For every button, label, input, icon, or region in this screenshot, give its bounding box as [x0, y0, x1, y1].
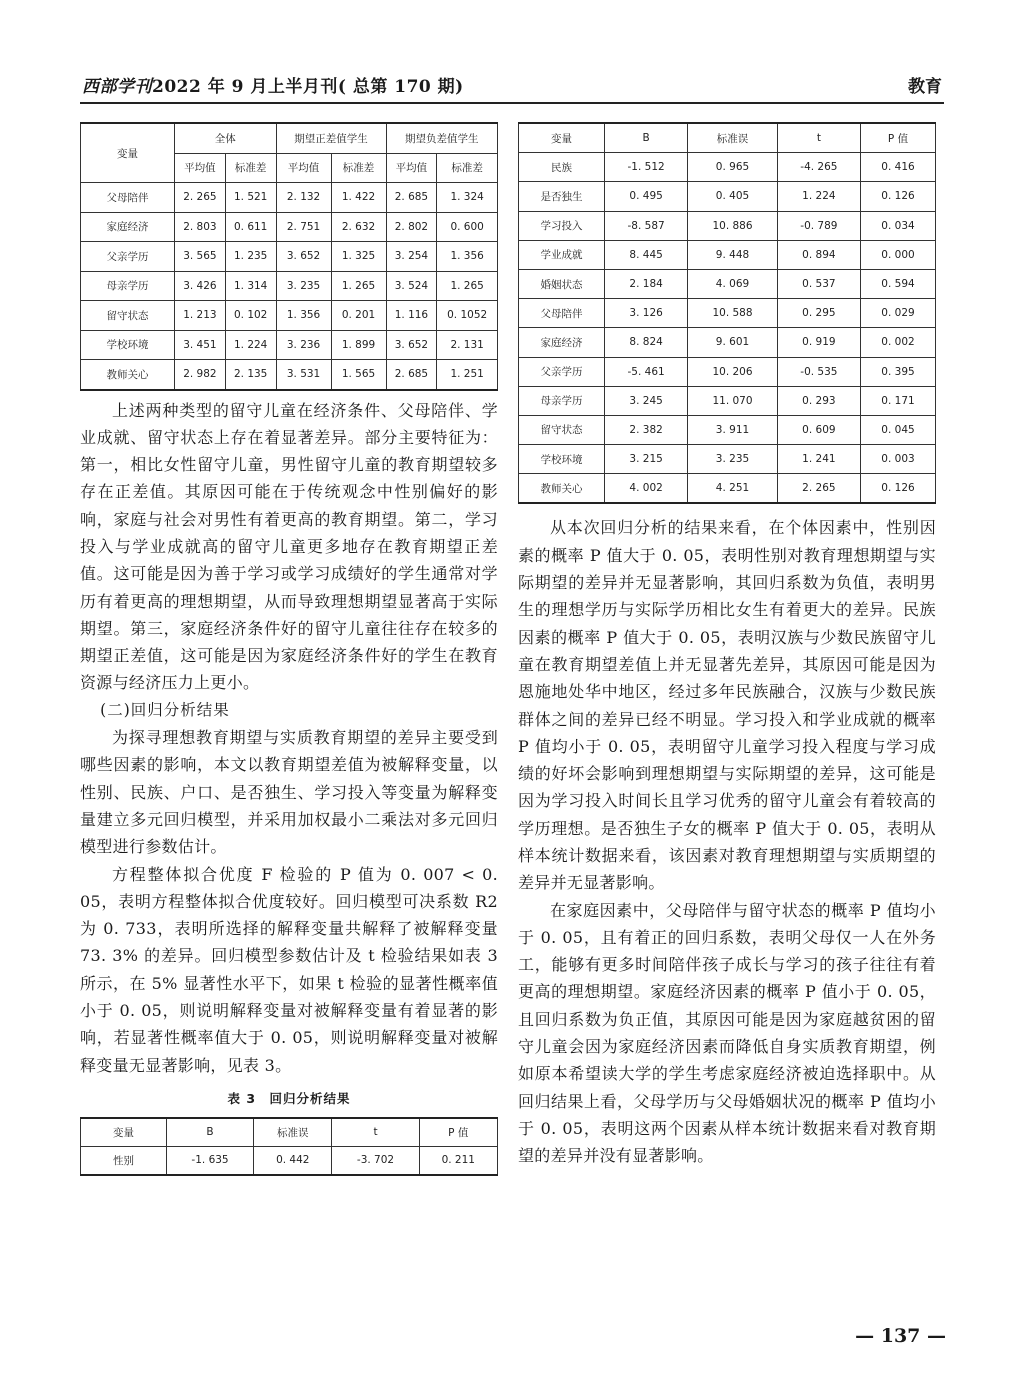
table2-header-variable: 变量: [519, 123, 605, 153]
table1-row: [81, 360, 498, 390]
table-cell: 家庭经济: [81, 212, 175, 242]
paragraph-individual-factors: 从本次回归分析的结果来看，在个体因素中，性别因素的概率 P 值大于 0. 05，表明性别对教育理想期望与实际期望的差异并无显著影响，其回归系数为负值，表明男生的理想学历与实际学历相比女生有着更大的差异。民族因素的概率 P 值大于 0. 05，表明汉族与少数民族留守儿童在教育期望差值上并无显著先差异，其原因可能是因为恩施地处华中地区，经过多年民族融合，汉族与少数民族群体之间的差异已经不明显。学习投入和学业成就的概率 P 值均小于 0. 05，表明留守儿童学习投入程度与学习成绩的好坏会影响到理想期望与实际期望的差异，这可能是因为学习投入时间长且学习优秀的留守儿童会有着较高的学历理想。是否独生子女的概率 P 值大于 0. 05，表明从样本统计数据来看，该因素对教育理想期望与实质期望的差异并无显著影响。: [518, 518, 936, 893]
table-cell: 1. 521: [225, 183, 276, 213]
table-cell: 父亲学历: [519, 357, 605, 386]
table-cell: 0. 416: [861, 153, 936, 182]
table1-subheader: 标准差: [225, 153, 276, 183]
table-cell: 2. 265: [777, 474, 860, 504]
journal-logo: 西部学刊: [82, 77, 152, 97]
table-cell: 1. 324: [437, 183, 498, 213]
table-cell: 0. 594: [861, 269, 936, 298]
table-cell: 4. 069: [688, 269, 778, 298]
table-cell: 0. 102: [225, 301, 276, 331]
table2-header-t: t: [777, 123, 860, 153]
table-cell: 父母陪伴: [81, 183, 175, 213]
table-cell: 教师关心: [519, 474, 605, 504]
table-cell: 父母陪伴: [519, 299, 605, 328]
table3-header-b: B: [167, 1118, 254, 1147]
table-cell: 2. 184: [605, 269, 688, 298]
table2-row: [519, 445, 936, 474]
paragraph-family-factors: 在家庭因素中，父母陪伴与留守状态的概率 P 值均小于 0. 05，且有着正的回归系数，表明父母仅一人在外务工，能够有更多时间陪伴孩子成长与学习的孩子往往有着更高的理想期望。家庭经济因素的概率 P 值小于 0. 05，且回归系数为负正值，其原因可能是因为家庭越贫困的留守儿童会因为家庭经济因素而降低自身实质教育期望，例如原本希望读大学的学生考虑家庭经济被迫选择职中。从回归结果上看，父母学历与父母婚姻状况的概率 P 值均小于 0. 05，表明这两个因素从样本统计数据来看对教育期望的差异并没有显著影响。: [518, 900, 936, 1166]
table-cell: 0. 029: [861, 299, 936, 328]
table-cell: 0. 045: [861, 415, 936, 444]
table-cell: 0. 293: [777, 386, 860, 415]
right-column: [518, 122, 936, 1170]
table-cell: 0. 495: [605, 182, 688, 211]
table-cell: 3. 215: [605, 445, 688, 474]
table-cell: 0. 600: [437, 212, 498, 242]
subheading-regression: (二)回归分析结果: [100, 700, 230, 719]
table-cell: 2. 632: [331, 212, 386, 242]
table1-subheader: 平均值: [386, 153, 437, 183]
table-cell: 0. 002: [861, 328, 936, 357]
table3-row: [81, 1146, 498, 1175]
table1-row: [81, 242, 498, 272]
table-cell: -3. 702: [332, 1146, 419, 1175]
table-cell: 3. 126: [605, 299, 688, 328]
table3-header-t: t: [332, 1118, 419, 1147]
table1-group-negative: 期望负差值学生: [386, 123, 497, 153]
table-cell: 9. 448: [688, 240, 778, 269]
table2-header-b: B: [605, 123, 688, 153]
table1-subheader: 平均值: [276, 153, 331, 183]
table-cell: 性别: [81, 1146, 167, 1175]
table-cell: 家庭经济: [519, 328, 605, 357]
paragraph-method: 为探寻理想教育期望与实质教育期望的差异主要受到哪些因素的影响，本文以教育期望差值为被解释变量，以性别、民族、户口、是否独生、学习投入等变量为解释变量建立多元回归模型，并采用加权最小二乘法对多元回归模型进行参数估计。: [80, 728, 498, 857]
table-cell: 0. 201: [331, 301, 386, 331]
section-name: 教育: [908, 77, 942, 97]
table1-header-variable: 变量: [81, 123, 175, 183]
regression-table-part2: [518, 122, 936, 504]
table1-row: [81, 212, 498, 242]
table-cell: 0. 395: [861, 357, 936, 386]
table-cell: 1. 356: [276, 301, 331, 331]
table-cell: 3. 652: [386, 330, 437, 360]
table1-group-all: 全体: [175, 123, 277, 153]
table-cell: 2. 751: [276, 212, 331, 242]
table2-row: [519, 357, 936, 386]
running-header: [80, 72, 944, 104]
table2-row: [519, 153, 936, 182]
table2-row: [519, 269, 936, 298]
table2-header-se: 标准误: [688, 123, 778, 153]
table-cell: 0. 537: [777, 269, 860, 298]
table1-subheader: 标准差: [331, 153, 386, 183]
table-cell: 3. 236: [276, 330, 331, 360]
table-cell: -5. 461: [605, 357, 688, 386]
table-cell: 2. 685: [386, 360, 437, 390]
table-cell: 4. 002: [605, 474, 688, 504]
table2-row: [519, 328, 936, 357]
table3-header-se: 标准误: [254, 1118, 332, 1147]
table-cell: 1. 314: [225, 271, 276, 301]
table-cell: 0. 000: [861, 240, 936, 269]
table-cell: 1. 224: [225, 330, 276, 360]
table-cell: -0. 789: [777, 211, 860, 240]
table3-caption: 表 3 回归分析结果: [227, 1090, 351, 1106]
table2-row: [519, 182, 936, 211]
table1-row: [81, 330, 498, 360]
table-cell: 3. 235: [276, 271, 331, 301]
table-cell: 母亲学历: [519, 386, 605, 415]
table-cell: 0. 034: [861, 211, 936, 240]
table-cell: 3. 524: [386, 271, 437, 301]
table-cell: 0. 295: [777, 299, 860, 328]
table2-row: [519, 211, 936, 240]
table-cell: 9. 601: [688, 328, 778, 357]
table-cell: 婚姻状态: [519, 269, 605, 298]
table2-body: [519, 153, 936, 504]
table-cell: 学业成就: [519, 240, 605, 269]
table1-row: [81, 183, 498, 213]
table-cell: 1. 565: [331, 360, 386, 390]
table-cell: 1. 422: [331, 183, 386, 213]
table-cell: 3. 911: [688, 415, 778, 444]
table-cell: 11. 070: [688, 386, 778, 415]
table-cell: 0. 405: [688, 182, 778, 211]
table-cell: 4. 251: [688, 474, 778, 504]
table-cell: 1. 116: [386, 301, 437, 331]
table-cell: 父亲学历: [81, 242, 175, 272]
table3-header-variable: 变量: [81, 1118, 167, 1147]
table-cell: 0. 919: [777, 328, 860, 357]
table-cell: 0. 611: [225, 212, 276, 242]
table-cell: 1. 213: [175, 301, 226, 331]
table-cell: -4. 265: [777, 153, 860, 182]
table-cell: 3. 565: [175, 242, 226, 272]
table-cell: 1. 224: [777, 182, 860, 211]
left-column: [80, 122, 498, 1176]
table-cell: 8. 824: [605, 328, 688, 357]
table-cell: 留守状态: [519, 415, 605, 444]
issue-info: 2022 年 9 月上半月刊( 总第 170 期): [152, 77, 464, 97]
table-cell: -1. 512: [605, 153, 688, 182]
table-cell: 0. 894: [777, 240, 860, 269]
table-cell: 2. 802: [386, 212, 437, 242]
table-cell: 0. 126: [861, 182, 936, 211]
table-cell: 2. 685: [386, 183, 437, 213]
table1-subheader: 平均值: [175, 153, 226, 183]
table1-body: [81, 183, 498, 390]
table2-row: [519, 474, 936, 504]
table1-row: [81, 271, 498, 301]
table-cell: 母亲学历: [81, 271, 175, 301]
table-cell: 3. 451: [175, 330, 226, 360]
page-number: — 137 —: [855, 1325, 946, 1347]
table-cell: 学校环境: [519, 445, 605, 474]
table-cell: 0. 003: [861, 445, 936, 474]
table-cell: 教师关心: [81, 360, 175, 390]
table2-header-p: P 值: [861, 123, 936, 153]
table-cell: 1. 265: [331, 271, 386, 301]
table-cell: 10. 588: [688, 299, 778, 328]
table2-row: [519, 240, 936, 269]
table-cell: 0. 211: [419, 1146, 497, 1175]
table2-row: [519, 386, 936, 415]
table3-body: [81, 1146, 498, 1175]
table1-group-positive: 期望正差值学生: [276, 123, 386, 153]
table-cell: 0. 965: [688, 153, 778, 182]
table-cell: 学习投入: [519, 211, 605, 240]
table2-row: [519, 415, 936, 444]
table-cell: 1. 325: [331, 242, 386, 272]
table-cell: 2. 803: [175, 212, 226, 242]
table-cell: 1. 241: [777, 445, 860, 474]
table-cell: 2. 382: [605, 415, 688, 444]
table-cell: 0. 171: [861, 386, 936, 415]
table-cell: 3. 426: [175, 271, 226, 301]
table-cell: 3. 531: [276, 360, 331, 390]
table-cell: 10. 206: [688, 357, 778, 386]
paragraph-fit: 方程整体拟合优度 F 检验的 P 值为 0. 007 < 0. 05，表明方程整体拟合优度较好。回归模型可决系数 R2 为 0. 733，表明所选择的解释变量共解释了被解释变量 73. 3% 的差异。回归模型参数估计及 t 检验结果如表 3 所示，在 5% 显著性水平下，如果 t 检验的显著性概率值小于 0. 05，则说明解释变量对被解释变量有着显著的影响，若显著性概率值大于 0. 05，则说明解释变量对被解释变量无显著影响，见表 3。: [80, 864, 498, 1075]
paragraph-findings: 上述两种类型的留守儿童在经济条件、父母陪伴、学业成就、留守状态上存在着显著差异。部分主要特征为：第一，相比女性留守儿童，男性留守儿童的教育期望较多存在正差值。其原因可能在于传统观念中性别偏好的影响，家庭与社会对男性有着更高的教育期望。第二，学习投入与学业成就高的留守儿童更多地存在教育期望正差值。这可能是因为善于学习或学习成绩好的学生通常对学历有着更高的理想期望，从而导致理想期望显著高于实际期望。第三，家庭经济条件好的留守儿童往往存在较多的期望正差值，这可能是因为家庭经济条件好的学生在教育资源与经济压力上更小。: [80, 400, 498, 693]
table-cell: 1. 235: [225, 242, 276, 272]
table-cell: 3. 245: [605, 386, 688, 415]
table1-row: [81, 301, 498, 331]
table-cell: 1. 899: [331, 330, 386, 360]
table-cell: 1. 265: [437, 271, 498, 301]
table-cell: 2. 982: [175, 360, 226, 390]
table1-subheader: 标准差: [437, 153, 498, 183]
table-cell: 0. 442: [254, 1146, 332, 1175]
table3-header-p: P 值: [419, 1118, 497, 1147]
table-cell: 民族: [519, 153, 605, 182]
table-cell: 0. 126: [861, 474, 936, 504]
regression-table-part1: [80, 1117, 498, 1176]
table-cell: -8. 587: [605, 211, 688, 240]
table-cell: 是否独生: [519, 182, 605, 211]
table-cell: 1. 356: [437, 242, 498, 272]
table-cell: 0. 609: [777, 415, 860, 444]
table-cell: 学校环境: [81, 330, 175, 360]
table-cell: 3. 254: [386, 242, 437, 272]
table-cell: 2. 131: [437, 330, 498, 360]
table-cell: 10. 886: [688, 211, 778, 240]
table-cell: 1. 251: [437, 360, 498, 390]
table2-row: [519, 299, 936, 328]
descriptive-stats-table: [80, 122, 498, 391]
journal-title: [82, 72, 464, 97]
table-cell: 8. 445: [605, 240, 688, 269]
table-cell: 3. 235: [688, 445, 778, 474]
table-cell: -1. 635: [167, 1146, 254, 1175]
table-cell: 2. 265: [175, 183, 226, 213]
table-cell: 0. 1052: [437, 301, 498, 331]
table-cell: 3. 652: [276, 242, 331, 272]
table-cell: 2. 132: [276, 183, 331, 213]
table-cell: 留守状态: [81, 301, 175, 331]
table-cell: 2. 135: [225, 360, 276, 390]
table-cell: -0. 535: [777, 357, 860, 386]
